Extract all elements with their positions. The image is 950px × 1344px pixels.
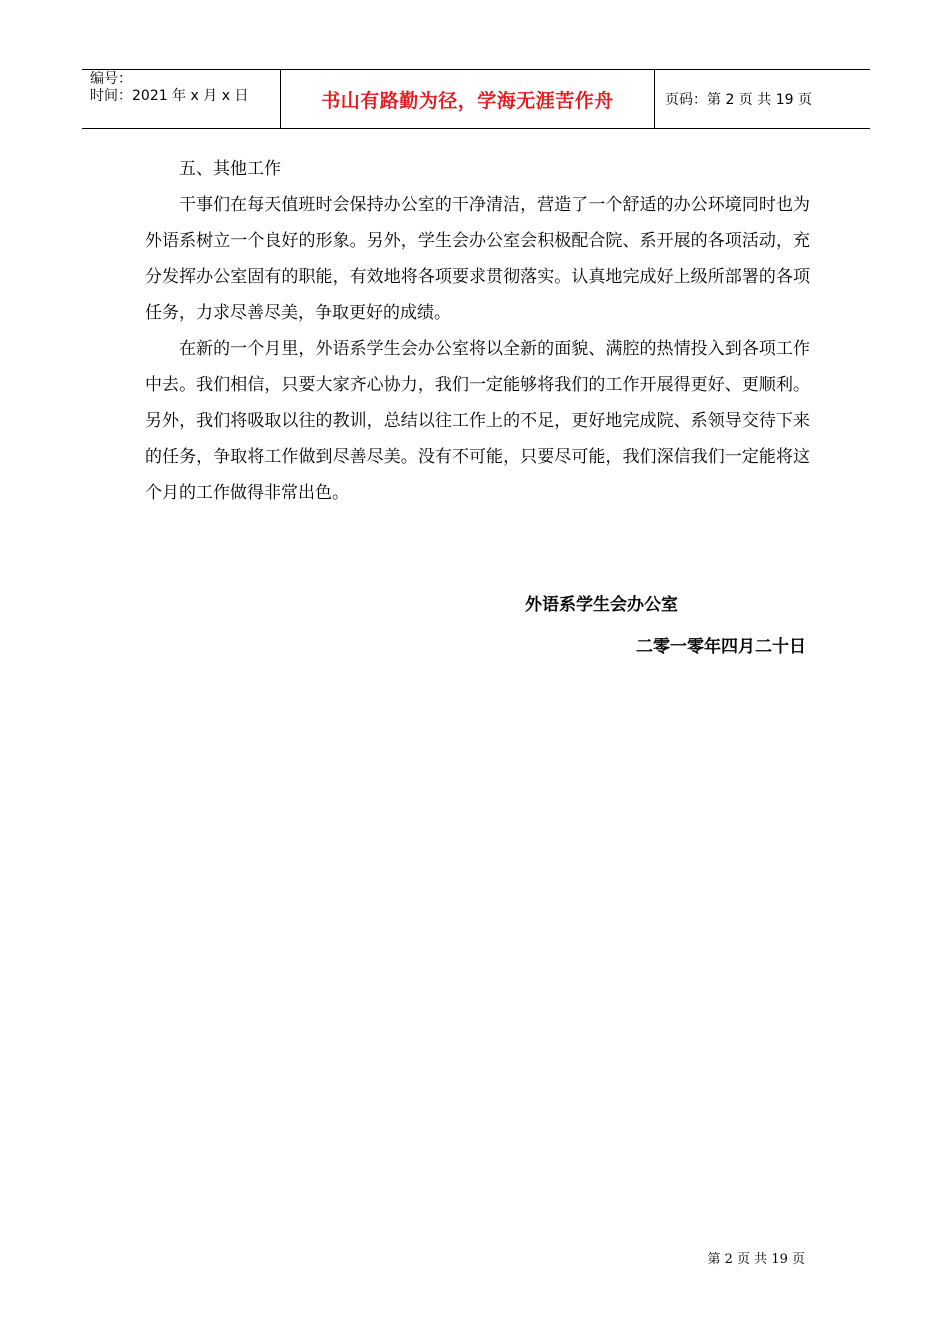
- header-motto: 书山有路勤为径，学海无涯苦作舟: [281, 70, 655, 128]
- time-label: 时间：2021 年 x 月 x 日: [90, 88, 249, 104]
- header-page-info: 页码：第 2 页 共 19 页: [665, 92, 812, 108]
- paragraph-1: 干事们在每天值班时会保持办公室的干净清洁，营造了一个舒适的办公环境同时也为外语系树立一个良好的形象。另外，学生会办公室会积极配合院、系开展的各项活动，充分发挥办公室固有的职能，有效地将各项要求贯彻落实。认真地完成好上级所部署的各项任务，力求尽善尽美，争取更好的成绩。: [145, 195, 810, 323]
- page-header: [82, 69, 870, 129]
- signature-organization: 外语系学生会办公室: [525, 595, 678, 615]
- section-heading: 五、其他工作: [179, 159, 281, 179]
- signature-block: [525, 584, 806, 668]
- paragraph-2: 在新的一个月里，外语系学生会办公室将以全新的面貌、满腔的热情投入到各项工作中去。我们相信，只要大家齐心协力，我们一定能够将我们的工作开展得更好、更顺利。另外，我们将吸取以往的教训，总结以往工作上的不足，更好地完成院、系领导交待下来的任务，争取将工作做到尽善尽美。没有不可能，只要尽可能，我们深信我们一定能将这个月的工作做得非常出色。: [145, 339, 810, 503]
- page-footer: 第 2 页 共 19 页: [707, 1252, 805, 1267]
- signature-date: 二零一零年四月二十日: [636, 637, 806, 657]
- header-meta: [82, 70, 281, 128]
- number-label: 编号：: [90, 71, 132, 87]
- document-body: [145, 151, 810, 511]
